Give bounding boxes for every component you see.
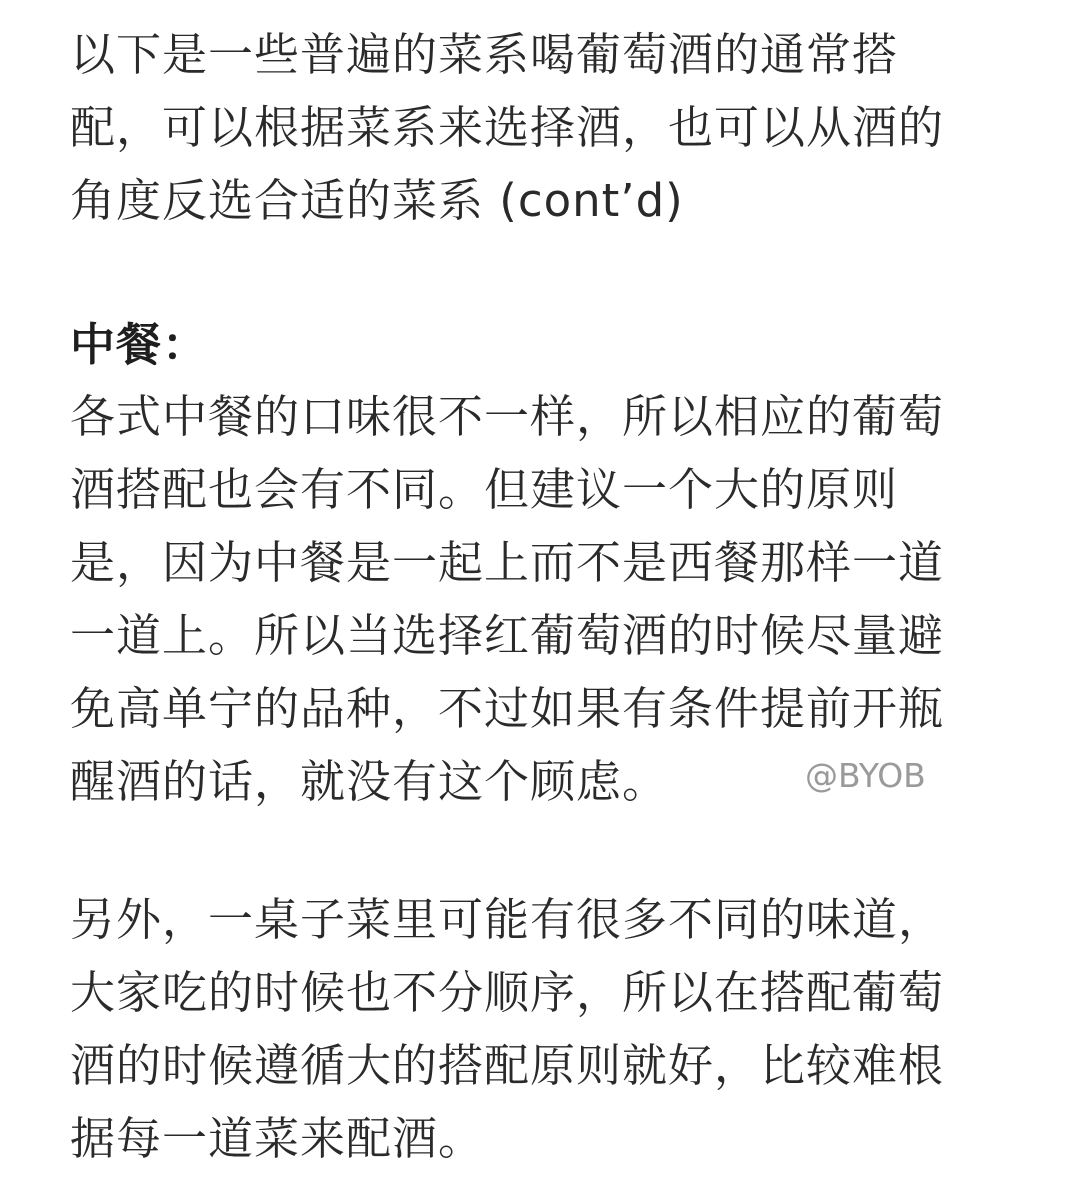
paragraph-line: 酒搭配也会有不同。但建议一个大的原则 [70, 463, 899, 516]
paragraph-line: 酒的时候遵循大的搭配原则就好，比较难根 [70, 1039, 945, 1092]
paragraph-line: 一道上。所以当选择红葡萄酒的时候尽量避 [70, 609, 945, 662]
intro-line: 角度反选合适的菜系 (cont’d) [70, 174, 684, 227]
paragraph-line: 醒酒的话，就没有这个顾虑。 [70, 755, 669, 808]
paragraph-line: 免高单宁的品种，不过如果有条件提前开瓶 [70, 682, 945, 735]
intro-line: 配，可以根据菜系来选择酒，也可以从酒的 [70, 101, 945, 154]
section-heading: 中餐： [70, 318, 209, 371]
paragraph-line: 大家吃的时候也不分顺序，所以在搭配葡萄 [70, 966, 945, 1019]
paragraph-line: 另外，一桌子菜里可能有很多不同的味道， [70, 893, 945, 946]
paragraph-line: 各式中餐的口味很不一样，所以相应的葡萄 [70, 390, 945, 443]
watermark: @BYOB [805, 756, 926, 795]
intro-line: 以下是一些普遍的菜系喝葡萄酒的通常搭 [70, 28, 899, 81]
paragraph-line: 是，因为中餐是一起上而不是西餐那样一道 [70, 536, 945, 589]
paragraph-line: 据每一道菜来配酒。 [70, 1112, 485, 1165]
